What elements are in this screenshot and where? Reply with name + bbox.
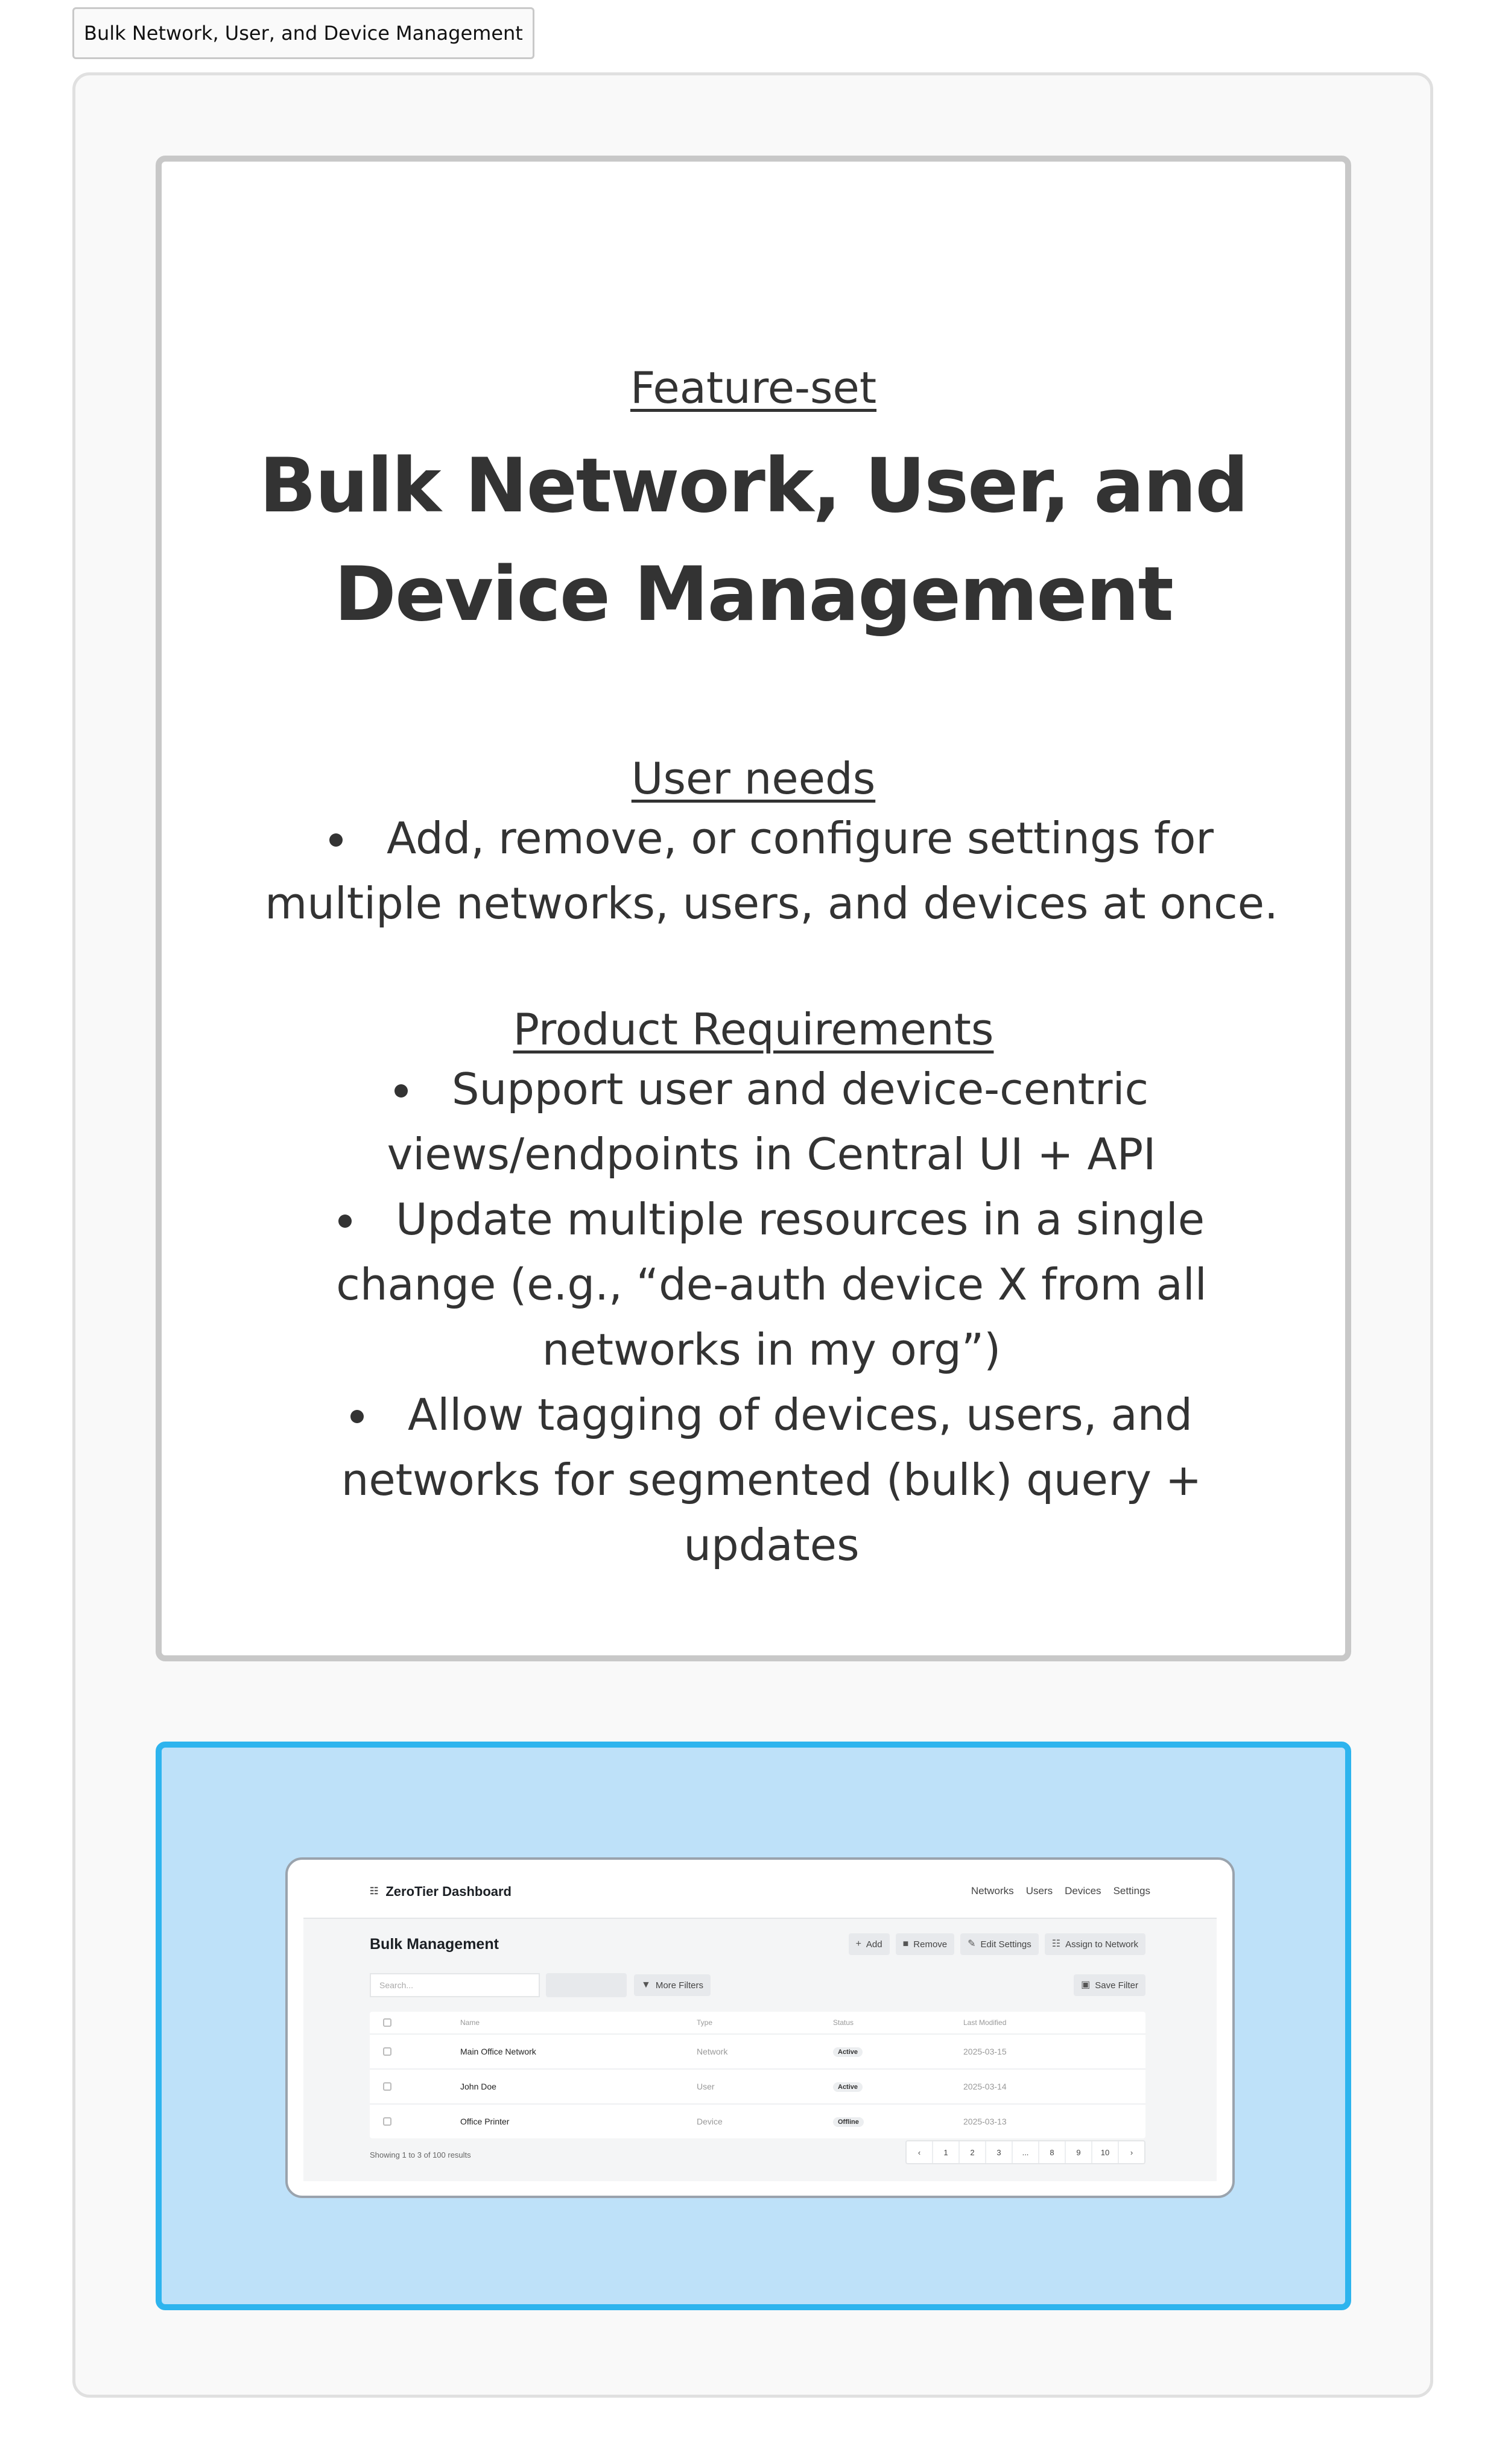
results-count: Showing 1 to 3 of 100 results bbox=[370, 2150, 471, 2159]
page-button[interactable]: 8 bbox=[1039, 2141, 1066, 2163]
assign-network-button[interactable] bbox=[1045, 1933, 1145, 1955]
page-button[interactable]: 10 bbox=[1092, 2141, 1119, 2163]
page-button[interactable]: 3 bbox=[986, 2141, 1013, 2163]
edit-label: Edit Settings bbox=[980, 1939, 1031, 1950]
network-icon: ☷ bbox=[1051, 1939, 1061, 1949]
table-row[interactable] bbox=[370, 2070, 1145, 2105]
save-filter-label: Save Filter bbox=[1095, 1980, 1138, 1991]
more-filters-label: More Filters bbox=[655, 1980, 704, 1991]
nav-settings[interactable]: Settings bbox=[1113, 1885, 1150, 1897]
row-date: 2025-03-13 bbox=[963, 2117, 1007, 2126]
save-icon: ▣ bbox=[1081, 1980, 1091, 1990]
user-need-item: • Add, remove, or configure settings for multiple networks, users, and devices at once. bbox=[198, 806, 1345, 936]
table-header bbox=[370, 2012, 1145, 2035]
dashboard-topbar bbox=[303, 1868, 1217, 1919]
nav-devices[interactable]: Devices bbox=[1065, 1885, 1101, 1897]
page-button[interactable]: 9 bbox=[1066, 2141, 1092, 2163]
network-icon: ☷ bbox=[370, 1886, 379, 1897]
plus-icon: + bbox=[855, 1939, 861, 1949]
assign-label: Assign to Network bbox=[1065, 1939, 1138, 1950]
resources-table bbox=[370, 2012, 1145, 2138]
user-needs-list bbox=[162, 806, 1345, 936]
requirements-list bbox=[162, 1057, 1345, 1578]
requirements-heading: Product Requirements bbox=[513, 1004, 994, 1055]
slide-title: Bulk Network, User, and Device Management bbox=[259, 443, 1248, 638]
trash-icon: ■ bbox=[902, 1939, 909, 1949]
col-status[interactable]: Status bbox=[833, 2018, 854, 2027]
page-button[interactable]: 1 bbox=[933, 2141, 960, 2163]
brand-label: ZeroTier Dashboard bbox=[385, 1884, 512, 1899]
more-filters-button[interactable] bbox=[634, 1974, 711, 1996]
next-page-button[interactable]: › bbox=[1130, 2147, 1133, 2157]
edit-settings-button[interactable] bbox=[960, 1933, 1039, 1955]
feature-slide bbox=[156, 156, 1351, 1661]
requirement-item: • Allow tagging of devices, users, and networks for segmented (bulk) query + updates bbox=[198, 1382, 1345, 1578]
bulk-actions bbox=[849, 1933, 1145, 1955]
page-title: Bulk Management bbox=[370, 1936, 499, 1953]
pagination bbox=[905, 2140, 1145, 2164]
search-input[interactable]: Search... bbox=[370, 1973, 540, 1997]
mockup-card bbox=[156, 1742, 1351, 2310]
col-name[interactable]: Name bbox=[460, 2018, 480, 2027]
remove-button[interactable] bbox=[896, 1933, 955, 1955]
page-ellipsis: ... bbox=[1013, 2141, 1039, 2163]
brand[interactable] bbox=[370, 1884, 512, 1900]
col-last-modified[interactable]: Last Modified bbox=[963, 2018, 1007, 2027]
row-status bbox=[833, 2081, 863, 2092]
row-checkbox[interactable] bbox=[383, 2047, 391, 2056]
page-button[interactable]: 2 bbox=[960, 2141, 986, 2163]
col-type[interactable]: Type bbox=[697, 2018, 713, 2027]
save-filter-button[interactable] bbox=[1074, 1974, 1145, 1996]
row-checkbox[interactable] bbox=[383, 2117, 391, 2126]
row-status bbox=[833, 2046, 863, 2057]
table-row[interactable] bbox=[370, 2035, 1145, 2070]
row-name: Office Printer bbox=[460, 2117, 510, 2126]
nav-users[interactable]: Users bbox=[1025, 1885, 1053, 1897]
prev-page-button[interactable]: ‹ bbox=[907, 2141, 933, 2163]
nav-networks[interactable]: Networks bbox=[971, 1885, 1014, 1897]
filter-icon: ▼ bbox=[641, 1980, 651, 1990]
window-title-tab: Bulk Network, User, and Device Management bbox=[72, 7, 534, 59]
slide-kicker: Feature-set bbox=[630, 362, 877, 413]
top-nav bbox=[971, 1885, 1150, 1897]
row-type: Network bbox=[697, 2047, 728, 2056]
status-badge: Active bbox=[833, 2047, 863, 2057]
add-label: Add bbox=[866, 1939, 882, 1950]
row-status bbox=[833, 2116, 864, 2127]
row-type: Device bbox=[697, 2117, 723, 2126]
add-button[interactable] bbox=[849, 1933, 890, 1955]
status-badge: Active bbox=[833, 2082, 863, 2092]
edit-icon: ✎ bbox=[968, 1939, 976, 1949]
remove-label: Remove bbox=[913, 1939, 948, 1950]
select-all-checkbox[interactable] bbox=[383, 2018, 391, 2027]
row-date: 2025-03-15 bbox=[963, 2047, 1007, 2056]
row-date: 2025-03-14 bbox=[963, 2082, 1007, 2091]
row-checkbox[interactable] bbox=[383, 2082, 391, 2091]
requirement-item: • Update multiple resources in a single change (e.g., “de-auth device X from all networks in my org”) bbox=[198, 1187, 1345, 1382]
row-name: Main Office Network bbox=[460, 2047, 536, 2056]
status-badge: Offline bbox=[833, 2117, 864, 2127]
user-needs-heading: User needs bbox=[631, 753, 876, 804]
row-name: John Doe bbox=[460, 2082, 496, 2091]
requirement-item: • Support user and device-centric views/endpoints in Central UI + API bbox=[198, 1057, 1345, 1187]
table-row[interactable] bbox=[370, 2105, 1145, 2138]
row-type: User bbox=[697, 2082, 715, 2091]
dashboard-screenshot bbox=[285, 1857, 1235, 2198]
filter-select[interactable] bbox=[546, 1973, 627, 1997]
